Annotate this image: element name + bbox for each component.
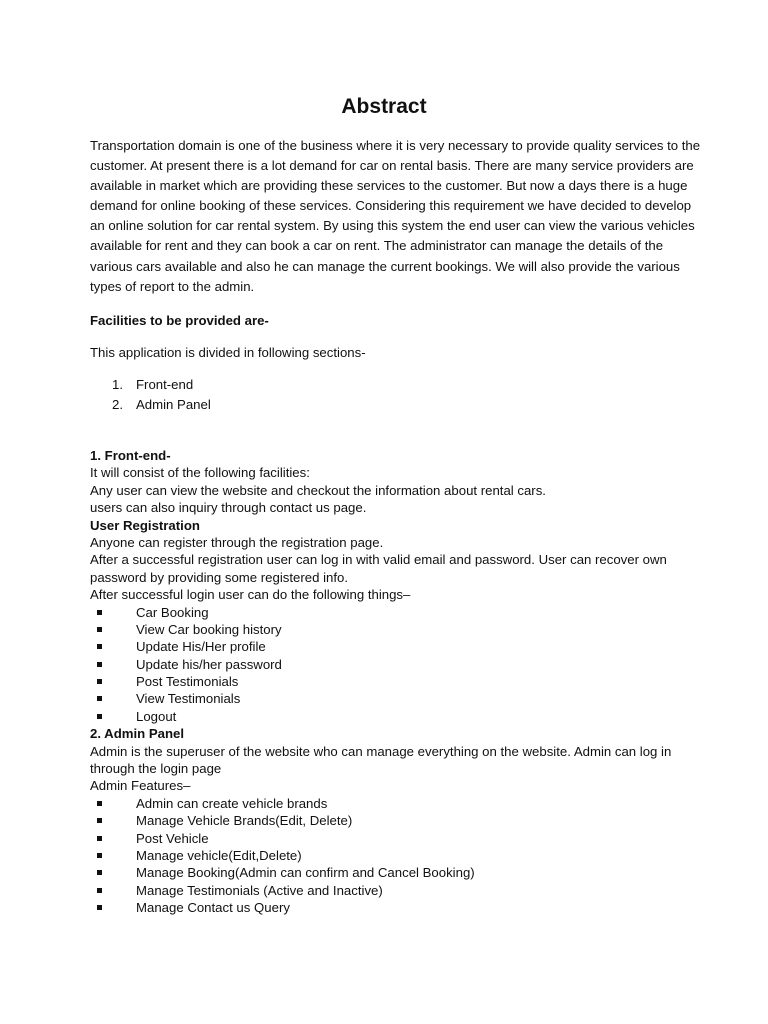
bullet-item	[90, 656, 690, 673]
bullet-square-icon	[97, 801, 102, 806]
bullet-text: Logout	[136, 708, 177, 724]
bullet-square-icon	[97, 610, 102, 615]
bullet-item	[90, 708, 690, 725]
bullet-text: Update his/her password	[136, 656, 282, 672]
registration-line: password by providing some registered info.	[90, 569, 349, 585]
facilities-heading: Facilities to be provided are-	[90, 313, 269, 328]
admin-heading: 2. Admin Panel	[90, 726, 185, 742]
bullet-item	[90, 638, 690, 655]
sections-list	[112, 375, 211, 415]
bullet-item	[90, 899, 690, 916]
bullet-item	[90, 673, 690, 690]
frontend-heading: 1. Front-end-	[90, 448, 171, 463]
list-item	[112, 395, 211, 415]
list-number: 2.	[112, 397, 123, 412]
bullet-text: Manage Booking(Admin can confirm and Cancel Booking)	[136, 865, 475, 881]
bullet-square-icon	[97, 905, 102, 910]
abstract-line: demand for online booking of these services. Considering this requirement we have decided to develop	[90, 198, 692, 214]
bullet-square-icon	[97, 662, 102, 667]
list-label: Admin Panel	[136, 397, 211, 412]
admin-desc: through the login page	[90, 761, 222, 777]
abstract-line: an online solution for car rental system. By using this system the end user can view the various vehicles	[90, 218, 695, 234]
bullet-square-icon	[97, 853, 102, 858]
abstract-line: types of report to the admin.	[90, 278, 255, 294]
abstract-line: available in market which are providing these services to the customer. But now a days there is a huge	[90, 178, 688, 194]
bullet-text: Manage Testimonials (Active and Inactive)	[136, 882, 383, 898]
details-section	[90, 447, 690, 917]
bullet-square-icon	[97, 679, 102, 684]
list-number: 1.	[112, 377, 123, 392]
list-label: Front-end	[136, 377, 194, 392]
abstract-line: customer. At present there is a lot demand for car on rental basis. There are many service providers are	[90, 158, 694, 174]
bullet-text: Admin can create vehicle brands	[136, 795, 328, 811]
bullet-square-icon	[97, 888, 102, 893]
bullet-item	[90, 690, 690, 707]
page-title: Abstract	[341, 95, 427, 118]
admin-features-heading: Admin Features–	[90, 778, 191, 794]
bullet-item	[90, 847, 690, 864]
bullet-square-icon	[97, 714, 102, 719]
after-login-line: After successful login user can do the following things–	[90, 587, 411, 603]
bullet-text: Update His/Her profile	[136, 639, 266, 655]
abstract-line: Transportation domain is one of the business where it is very necessary to provide quality services to the	[90, 138, 701, 153]
bullet-item	[90, 812, 690, 829]
bullet-text: Manage Contact us Query	[136, 900, 290, 916]
frontend-line: Any user can view the website and checkout the information about rental cars.	[90, 482, 546, 498]
frontend-line: users can also inquiry through contact us page.	[90, 500, 367, 516]
bullet-text: Car Booking	[136, 604, 209, 620]
abstract-line: various cars available and also he can manage the current bookings. We will also provide the various	[90, 258, 680, 274]
bullet-text: Post Testimonials	[136, 674, 239, 690]
bullet-square-icon	[97, 836, 102, 841]
bullet-item	[90, 864, 690, 881]
bullet-item	[90, 795, 690, 812]
bullet-text: Post Vehicle	[136, 830, 209, 846]
sections-intro: This application is divided in following sections-	[90, 345, 366, 360]
bullet-square-icon	[97, 696, 102, 701]
bullet-text: View Car booking history	[136, 621, 282, 637]
bullet-text: View Testimonials	[136, 691, 241, 707]
list-item	[112, 375, 211, 395]
bullet-item	[90, 882, 690, 899]
bullet-item	[90, 604, 690, 621]
bullet-square-icon	[97, 870, 102, 875]
registration-heading: User Registration	[90, 517, 200, 533]
bullet-square-icon	[97, 644, 102, 649]
bullet-square-icon	[97, 627, 102, 632]
bullet-item	[90, 621, 690, 638]
registration-line: Anyone can register through the registration page.	[90, 534, 384, 550]
bullet-text: Manage Vehicle Brands(Edit, Delete)	[136, 813, 353, 829]
abstract-paragraph	[90, 136, 701, 297]
registration-line: After a successful registration user can log in with valid email and password. User can recover own	[90, 552, 667, 568]
admin-desc: Admin is the superuser of the website who can manage everything on the website. Admin can log in	[90, 743, 672, 759]
bullet-text: Manage vehicle(Edit,Delete)	[136, 847, 302, 863]
abstract-line: available for rent and they can book a car on rent. The administrator can manage the details of the	[90, 238, 664, 254]
bullet-item	[90, 830, 690, 847]
bullet-square-icon	[97, 818, 102, 823]
frontend-consist: It will consist of the following facilities:	[90, 465, 310, 481]
